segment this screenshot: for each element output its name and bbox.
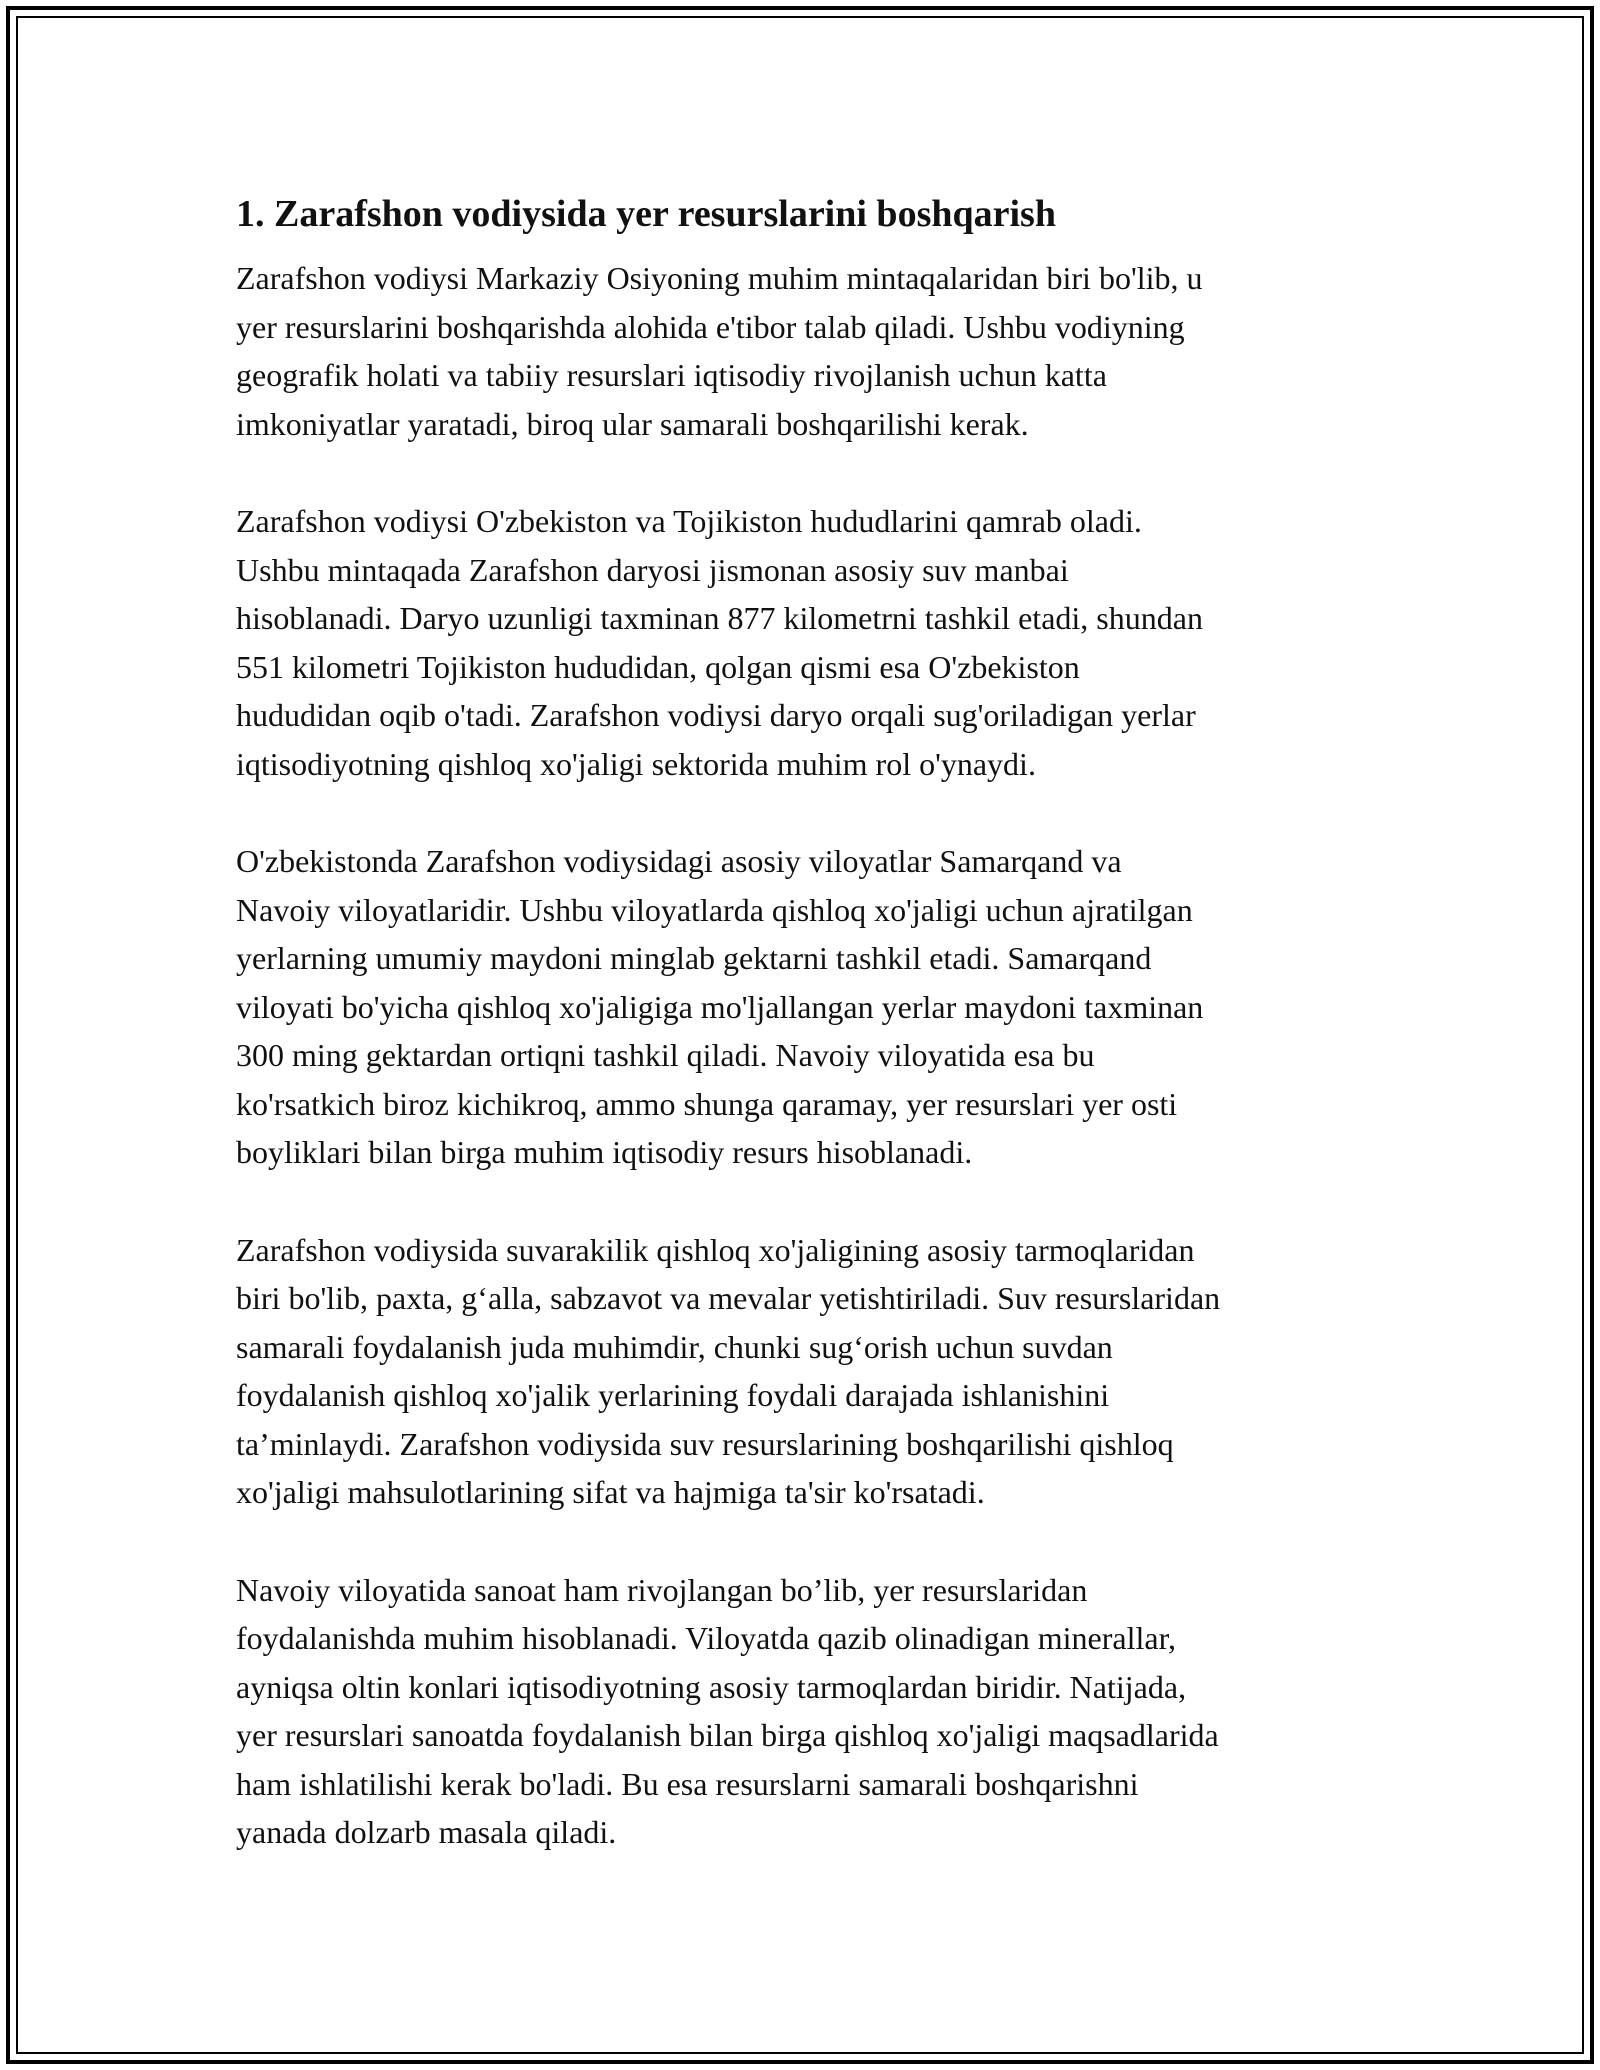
text-line: xo'jaligi mahsulotlarining sifat va hajmiga ta'sir ko'rsatadi. <box>236 1474 985 1510</box>
text-line: Navoiy viloyatida sanoat ham rivojlangan bo’lib, yer resurslaridan <box>236 1571 1088 1608</box>
text-line: 551 kilometri Tojikiston hududidan, qolgan qismi esa O'zbekiston <box>236 648 1080 685</box>
text-line: hisoblanadi. Daryo uzunligi taxminan 877 kilometrni tashkil etadi, shundan <box>236 600 1203 636</box>
text-line: foydalanish qishloq xo'jalik yerlarining foydali darajada ishlanishini <box>236 1377 1110 1413</box>
text-line: ayniqsa oltin konlari iqtisodiyotning asosiy tarmoqlardan biridir. Natijada, <box>236 1668 1187 1705</box>
document-body <box>236 186 1386 1906</box>
text-line: ta’minlaydi. Zarafshon vodiysida suv resurslarining boshqarilishi qishloq <box>236 1425 1174 1462</box>
text-line: yerlarning umumiy maydoni minglab gektarni tashkil etadi. Samarqand <box>236 940 1152 976</box>
text-line: 300 ming gektardan ortiqni tashkil qiladi. Navoiy viloyatida esa bu <box>236 1037 1095 1073</box>
text-line: foydalanishda muhim hisoblanadi. Viloyatda qazib olinadigan minerallar, <box>236 1620 1176 1656</box>
text-line: Zarafshon vodiysi Markaziy Osiyoning muhim mintaqalaridan biri bo'lib, u <box>236 260 1203 296</box>
text-line: Navoiy viloyatlaridir. Ushbu viloyatlarda qishloq xo'jaligi uchun ajratilgan <box>236 891 1193 928</box>
text-line: geografik holati va tabiiy resurslari iqtisodiy rivojlanish uchun katta <box>236 357 1107 393</box>
text-line: ko'rsatkich biroz kichikroq, ammo shunga qaramay, yer resurslari yer osti <box>236 1085 1178 1122</box>
paragraph-2 <box>236 497 1386 788</box>
text-line: Zarafshon vodiysida suvarakilik qishloq xo'jaligining asosiy tarmoqlaridan <box>236 1231 1195 1268</box>
text-line: yanada dolzarb masala qiladi. <box>236 1814 617 1850</box>
text-line: iqtisodiyotning qishloq xo'jaligi sektorida muhim rol o'ynaydi. <box>236 745 1036 782</box>
paragraph-5 <box>236 1566 1386 1857</box>
text-line: ham ishlatilishi kerak bo'ladi. Bu esa resurslarni samarali boshqarishni <box>236 1765 1139 1802</box>
text-line: hududidan oqib o'tadi. Zarafshon vodiysi daryo orqali sug'oriladigan yerlar <box>236 697 1196 733</box>
text-line: Ushbu mintaqada Zarafshon daryosi jismonan asosiy suv manbai <box>236 551 1069 588</box>
text-line: biri bo'lib, paxta, g‘alla, sabzavot va mevalar yetishtiriladi. Suv resurslaridan <box>236 1280 1221 1316</box>
text-line: boyliklari bilan birga muhim iqtisodiy resurs hisoblanadi. <box>236 1134 973 1170</box>
text-line: samarali foydalanish juda muhimdir, chunki sug‘orish uchun suvdan <box>236 1328 1113 1365</box>
text-line: Zarafshon vodiysi O'zbekiston va Tojikiston hududlarini qamrab oladi. <box>236 503 1142 539</box>
text-line: imkoniyatlar yaratadi, biroq ular samarali boshqarilishi kerak. <box>236 405 1029 442</box>
text-line: O'zbekistonda Zarafshon vodiysidagi asosiy viloyatlar Samarqand va <box>236 843 1122 879</box>
text-line: viloyati bo'yicha qishloq xo'jaligiga mo'ljallangan yerlar maydoni taxminan <box>236 988 1204 1025</box>
section-heading: 1. Zarafshon vodiysida yer resurslarini boshqarish <box>236 193 1056 235</box>
paragraph-4 <box>236 1226 1386 1517</box>
text-line: yer resurslari sanoatda foydalanish bilan birga qishloq xo'jaligi maqsadlarida <box>236 1717 1219 1753</box>
paragraph-3 <box>236 837 1386 1177</box>
text-line: yer resurslarini boshqarishda alohida e'tibor talab qiladi. Ushbu vodiyning <box>236 308 1185 345</box>
paragraph-1 <box>236 254 1386 448</box>
